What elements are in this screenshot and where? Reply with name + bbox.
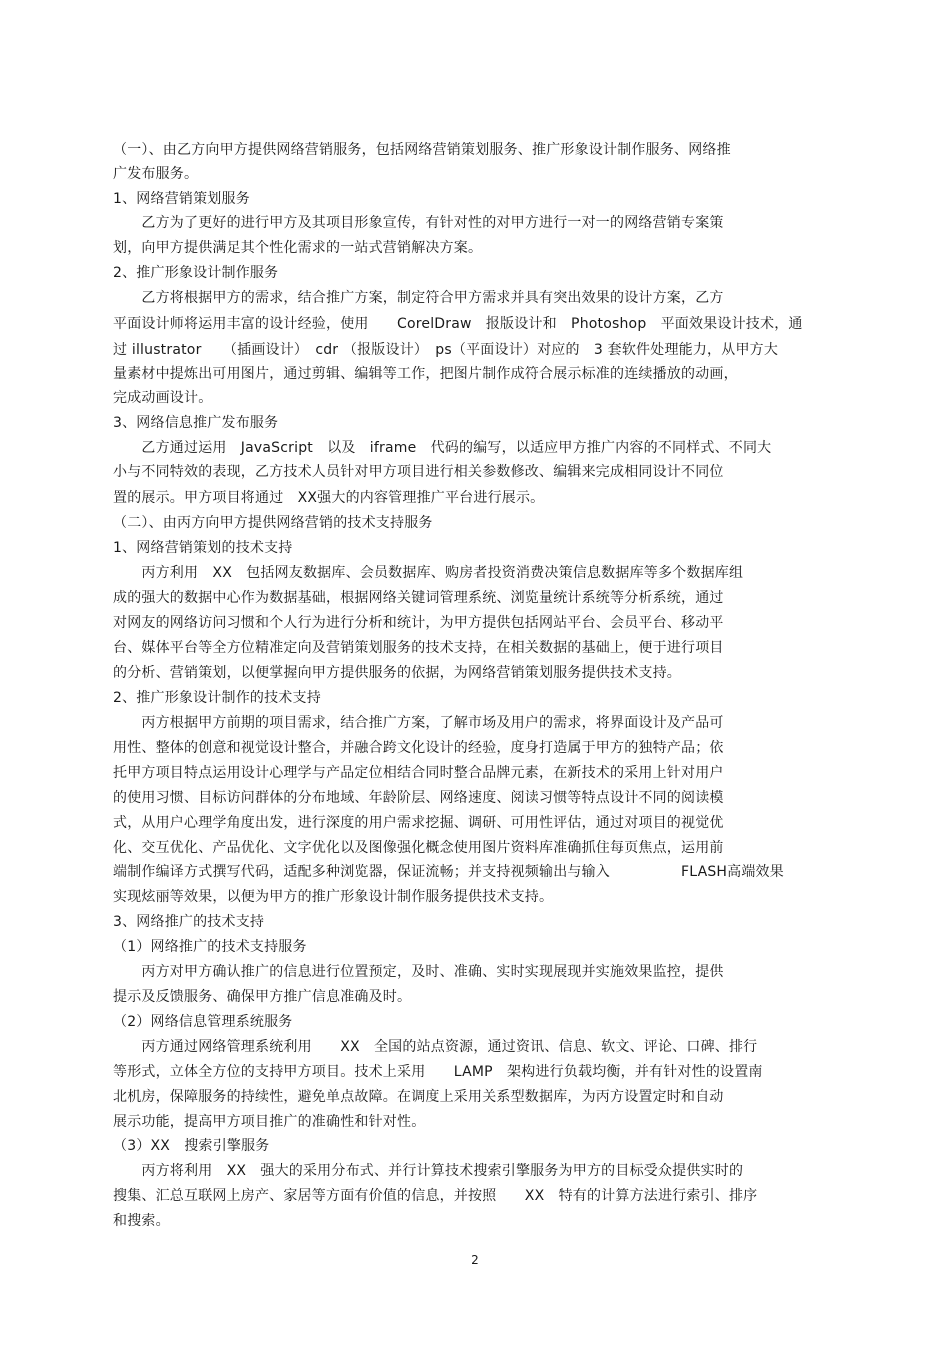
text-line: 成的强大的数据中心作为数据基础，根据网络关键词管理系统、浏览量统计系统等分析系统，通过 — [113, 590, 724, 606]
text-line: 丙方利用 XX 包括网友数据库、会员数据库、购房者投资消费决策信息数据库等多个数据库组 — [113, 565, 744, 581]
text-line: 置的展示。甲方项目将通过 XX强大的内容管理推广平台进行展示。 — [113, 490, 545, 506]
text-line: 丙方根据甲方前期的项目需求，结合推广方案，了解市场及用户的需求，将界面设计及产品可 — [113, 715, 724, 731]
text-line: 对网友的网络访问习惯和个人行为进行分析和统计，为甲方提供包括网站平台、会员平台、移动平 — [113, 615, 724, 631]
text-line: 过 illustrator （插画设计） cdr （报版设计） ps（平面设计）对应的 3 套软件处理能力，从甲方大 — [113, 342, 779, 358]
text-line: 的使用习惯、目标访问群体的分布地域、年龄阶层、网络速度、阅读习惯等特点设计不同的阅读模 — [113, 790, 724, 806]
section-heading: 1、网络营销策划服务 — [113, 191, 250, 207]
text-line: 提示及反馈服务、确保甲方推广信息准确及时。 — [113, 989, 412, 1005]
text-line: 展示功能，提高甲方项目推广的准确性和针对性。 — [113, 1114, 426, 1130]
text-line: 等形式，立体全方位的支持甲方项目。技术上采用 LAMP 架构进行负载均衡，并有针对性的设置南 — [113, 1064, 763, 1080]
section-heading: 2、推广形象设计制作的技术支持 — [113, 690, 321, 706]
text-line: 北机房，保障服务的持续性，避免单点故障。在调度上采用关系型数据库，为丙方设置定时和自动 — [113, 1089, 724, 1105]
text-line: 平面设计师将运用丰富的设计经验，使用 CorelDraw 报版设计和 Photoshop 平面效果设计技术，通 — [113, 316, 803, 332]
text-line: 划，向甲方提供满足其个性化需求的一站式营销解决方案。 — [113, 240, 483, 256]
text-line: 端制作编译方式撰写代码，适配多种浏览器，保证流畅；并支持视频输出与输入 FLASH高端效果 — [113, 864, 784, 880]
text-line: 式，从用户心理学角度出发，进行深度的用户需求挖掘、调研、可用性评估，通过对项目的视觉优 — [113, 815, 724, 831]
text-line: 乙方通过运用 JavaScript 以及 iframe 代码的编写，以适应甲方推广内容的不同样式、不同大 — [113, 440, 772, 456]
subsection-heading: （3）XX 搜索引擎服务 — [113, 1138, 270, 1154]
text-line: 台、媒体平台等全方位精准定向及营销策划服务的技术支持，在相关数据的基础上，便于进行项目 — [113, 640, 724, 656]
text-line: 丙方对甲方确认推广的信息进行位置预定，及时、准确、实时实现展现并实施效果监控，提供 — [113, 964, 724, 980]
subsection-heading: （1）网络推广的技术支持服务 — [113, 939, 307, 955]
text-line: 化、交互优化、产品优化、文字优化以及图像强化概念使用图片资料库准确抓住每页焦点，运用前 — [113, 840, 724, 856]
section-heading: 1、网络营销策划的技术支持 — [113, 540, 293, 556]
text-line: 搜集、汇总互联网上房产、家居等方面有价值的信息，并按照 XX 特有的计算方法进行索引、排序 — [113, 1188, 758, 1204]
section-heading: 3、网络推广的技术支持 — [113, 914, 265, 930]
section-heading: 3、网络信息推广发布服务 — [113, 415, 279, 431]
text-line: 乙方为了更好的进行甲方及其项目形象宣传，有针对性的对甲方进行一对一的网络营销专案策 — [113, 215, 724, 231]
text-line: 和搜索。 — [113, 1213, 170, 1229]
text-line: （一）、由乙方向甲方提供网络营销服务，包括网络营销策划服务、推广形象设计制作服务、网络推 — [113, 142, 731, 158]
text-line: 的分析、营销策划，以便掌握向甲方提供服务的依据，为网络营销策划服务提供技术支持。 — [113, 665, 681, 681]
text-line: 用性、整体的创意和视觉设计整合，并融合跨文化设计的经验，度身打造属于甲方的独特产品；依 — [113, 740, 724, 756]
text-line: 实现炫丽等效果，以便为甲方的推广形象设计制作服务提供技术支持。 — [113, 889, 554, 905]
text-line: 乙方将根据甲方的需求，结合推广方案，制定符合甲方需求并具有突出效果的设计方案，乙方 — [113, 290, 724, 306]
page-number: 2 — [471, 1253, 479, 1267]
text-line: 丙方通过网络管理系统利用 XX 全国的站点资源，通过资讯、信息、软文、评论、口碑、排行 — [113, 1039, 758, 1055]
subsection-heading: （2）网络信息管理系统服务 — [113, 1014, 293, 1030]
text-line: 丙方将利用 XX 强大的采用分布式、并行计算技术搜索引擎服务为甲方的目标受众提供实时的 — [113, 1163, 744, 1179]
text-line: 小与不同特效的表现，乙方技术人员针对甲方项目进行相关参数修改、编辑来完成相同设计不同位 — [113, 464, 724, 480]
text-line: 广发布服务。 — [113, 166, 199, 182]
section-heading: （二）、由丙方向甲方提供网络营销的技术支持服务 — [113, 515, 433, 531]
text-line: 托甲方项目特点运用设计心理学与产品定位相结合同时整合品牌元素，在新技术的采用上针对用户 — [113, 765, 724, 781]
section-heading: 2、推广形象设计制作服务 — [113, 265, 279, 281]
text-line: 量素材中提炼出可用图片，通过剪辑、编辑等工作，把图片制作成符合展示标准的连续播放的动画， — [113, 366, 738, 382]
text-line: 完成动画设计。 — [113, 390, 213, 406]
